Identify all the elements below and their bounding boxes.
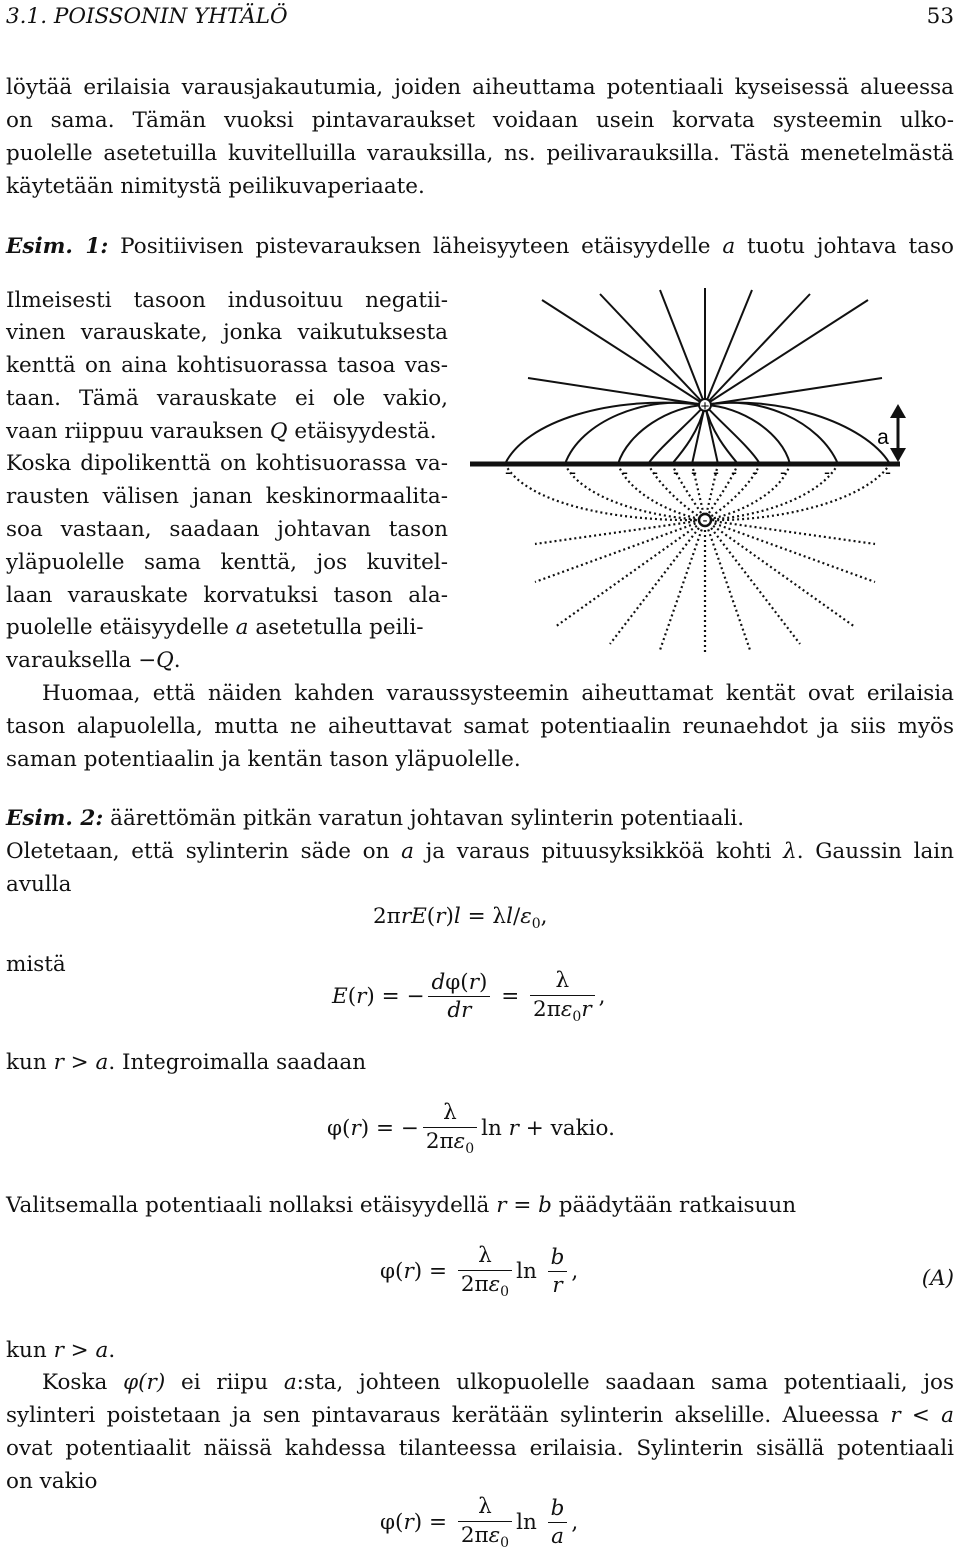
intro-line-3: puolelle asetetuilla kuvitelluilla varauksilla, ns. peilivarauksilla. Tästä menetelmästä [6,141,954,166]
kun-end: . [108,1338,116,1363]
example2-label: Esim. 2: [6,806,104,831]
ex1-line11-var: a [235,615,249,640]
kun-text: kun [6,1338,54,1363]
kun-condition: r > a [53,1338,109,1363]
valit-condition: r = b [496,1193,552,1218]
ex1-side-line-11 [6,617,424,639]
ex1-line5-var: Q [269,419,288,444]
fraction: $\frac{\lambda}{2\pi\varepsilon_0r}$ [530,970,595,1024]
equation-solution-a: φ(r) = $\frac{\lambda}{2\pi\varepsilon_0}$ ln $\frac{b}{r}$ , [380,1243,579,1300]
koska-condition: r < a [890,1403,954,1428]
ex1-side-line-6: Koska dipolikenttä on kohtisuorassa va- [6,451,448,476]
example1-text: Positiivisen pistevarauksen läheisyyteen etäisyydelle [120,234,723,259]
surface-charge-minus: - [780,462,786,482]
fraction: $\frac{\lambda}{2\pi\varepsilon_0}$ [423,1102,477,1156]
section-header: 3.1. POISSONIN YHTÄLÖ [6,4,288,29]
ex1-line12-end: . [173,648,181,673]
example2-heading [6,808,744,830]
koska-phi: φ(r) [123,1370,166,1395]
ex1-side-line-4: taan. Tämä varauskate ei ole vakio, [6,386,448,411]
ex1-line11-end: asetetulla peili- [248,615,424,640]
equation-potential-integral: φ(r) = − $\frac{\lambda}{2\pi\varepsilon_0}$ ln r + vakio. [327,1100,615,1157]
surface-charge-minus: - [673,462,679,482]
ex2-line-1 [6,841,954,863]
field-lines [505,288,890,464]
koska-a: a [283,1370,297,1395]
ex2-kun-2 [6,1340,115,1362]
example1-var: a [722,234,736,259]
example2-title: äärettömän pitkän varatun johtavan sylinterin potentiaali. [110,806,745,831]
ex2-koska-line-3: ovat potentiaalit näissä kahdessa tilanteessa erilaisia. Sylinterin sisällä potentiaali [6,1436,954,1461]
ex1-line5-end: etäisyydestä. [287,419,437,444]
ex2-koska-line-1 [6,1372,954,1394]
kun-text: kun [6,1050,54,1075]
example1-label: Esim. 1: [6,234,109,259]
equation-label: (A) [921,1266,954,1291]
ex1-line11-text: puolelle etäisyydelle [6,615,236,640]
intro-line-1: löytää erilaisia varausjakautumia, joiden aiheuttama potentiaali kyseisessä alueessa [6,75,954,100]
distance-label: a [877,426,889,449]
surface-charge-minus: - [691,462,697,482]
ex1-side-line-12 [6,650,181,672]
image-field-lines [505,464,890,652]
surface-charge-minus: - [752,462,758,482]
equation-field: E(r) = − $\frac{d\varphi(r)}{dr}$ = $\frac{\lambda}{2\pi\varepsilon_0r}$ , [332,968,606,1025]
ex1-side-line-1: Ilmeisesti tasoon indusoituu negatii- [6,288,448,313]
fraction: $\frac{d\varphi(r)}{dr}$ [428,972,490,1022]
ex2-mista: mistä [6,952,66,977]
ex1-side-line-5 [6,421,437,443]
ex1-after-line-3: saman potentiaalin ja kentän tason yläpuolelle. [6,747,521,772]
ex1-line5-text: vaan riippuu varauksen [6,419,270,444]
surface-charge-minus: - [731,462,737,482]
ex1-side-line-2: vinen varauskate, jonka vaikutuksesta [6,320,448,345]
intro-line-2: on sama. Tämän vuoksi pintavaraukset voidaan usein korvata systeemin ulko- [6,108,954,133]
surface-charge-minus: - [570,462,576,482]
ex2-kun-1 [6,1052,366,1074]
valit-end: päädytään ratkaisuun [551,1193,797,1218]
ex1-line12-text: varauksella [6,648,139,673]
ex2-l1c: . Gaussin lain [796,839,954,864]
koska-end: :sta, johteen ulkopuolelle saadaan sama potentiaali, jos [296,1370,954,1395]
intro-line-4: käytetään nimitystä peilikuvaperiaate. [6,174,425,199]
surface-charge-minus: - [622,462,628,482]
koska-text-2: sylinteri poistetaan ja sen pintavaraus kerätään sylinterin akselille. Alueessa [6,1403,891,1428]
kun-end: . Integroimalla saadaan [108,1050,367,1075]
example1-text-end: tuotu johtava taso [735,234,954,259]
ex2-l1b: ja varaus pituusyksikköä kohti [413,839,784,864]
equation-inside-potential: φ(r) = $\frac{\lambda}{2\pi\varepsilon_0}$ ln $\frac{b}{a}$ , [380,1494,579,1551]
ex1-side-line-3: kenttä on aina kohtisuorassa tasoa vas- [6,353,448,378]
ex2-line-2: avulla [6,872,72,897]
image-charge-figure [470,282,940,652]
surface-charge-minus: - [505,462,511,482]
surface-charge-minus: - [885,462,891,482]
page-number: 53 [926,4,954,29]
ex2-l1-var: a [401,839,414,864]
ex1-side-line-10: laan varauskate korvatuksi tason ala- [6,583,448,608]
surface-charge-minus: - [652,462,658,482]
equation-gauss: $2\pi rE(r)l = \lambda l/\varepsilon_0$, [373,904,548,932]
example1-heading [6,236,954,258]
ex1-side-line-9: yläpuolelle sama kenttä, jos kuvitel- [6,550,448,575]
ex1-after-line-1: Huomaa, että näiden kahden varaussysteemin aiheuttamat kentät ovat erilaisia [42,681,954,706]
ex2-valitsemalla [6,1195,796,1217]
ex1-line12-var: −Q [138,648,174,673]
distance-arrow [890,404,906,462]
fraction: $\frac{b}{a}$ [548,1498,568,1548]
ex1-side-line-8: soa vastaan, saadaan johtavan tason [6,517,448,542]
ex2-koska-line-4: on vakio [6,1469,98,1494]
ex2-koska-line-2 [6,1405,954,1427]
fraction: $\frac{\lambda}{2\pi\varepsilon_0}$ [458,1245,512,1299]
fraction: $\frac{b}{r}$ [548,1247,568,1297]
koska-text: Koska [42,1370,124,1395]
image-minus: - [702,512,708,529]
ex2-l1-lambda: λ [783,839,797,864]
valit-text: Valitsemalla potentiaali nollaksi etäisyydellä [6,1193,497,1218]
kun-condition: r > a [53,1050,109,1075]
surface-charge-minus: - [824,462,830,482]
fraction: $\frac{\lambda}{2\pi\varepsilon_0}$ [458,1496,512,1550]
plus-sign: + [700,398,710,415]
surface-charge-minus: - [713,462,719,482]
ex1-side-line-7: rausten välisen janan keskinormaalita- [6,484,448,509]
koska-mid: ei riipu [165,1370,284,1395]
ex2-l1a: Oletetaan, että sylinterin säde on [6,839,402,864]
ex1-after-line-2: tason alapuolella, mutta ne aiheuttavat samat potentiaalin reunaehdot ja siis myös [6,714,954,739]
